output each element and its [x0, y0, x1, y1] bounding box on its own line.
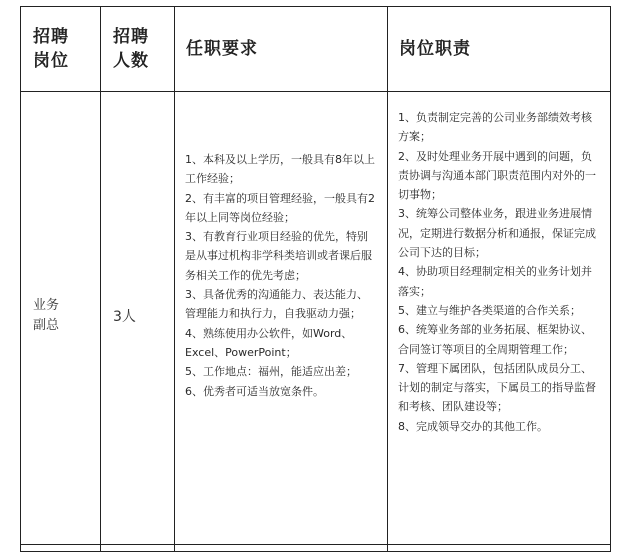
next-row-cell — [388, 545, 611, 552]
recruitment-table — [20, 6, 611, 552]
header-requirements — [175, 7, 388, 92]
header-count-line-2: 人数 — [113, 51, 149, 71]
next-row-cell — [21, 545, 101, 552]
duty-item: 3、统筹公司整体业务，跟进业务进展情况，定期进行数据分析和通报，保证完成公司下达的目标； — [398, 207, 596, 260]
headcount-value: 3人 — [113, 309, 136, 325]
table-row-next — [21, 545, 611, 552]
duty-item: 2、及时处理业务开展中遇到的问题，负责协调与沟通本部门职责范围内对外的一切事物； — [398, 149, 596, 202]
duty-item: 5、建立与维护各类渠道的合作关系； — [398, 303, 581, 317]
position-cell — [21, 92, 101, 545]
duty-item: 8、完成领导交办的其他工作。 — [398, 419, 548, 433]
duty-item: 6、统筹业务部的业务拓展、框架协议、合同签订等项目的全周期管理工作； — [398, 323, 592, 356]
next-row-cell — [175, 545, 388, 552]
requirement-item: 4、熟练使用办公软件，如Word、Excel、PowerPoint； — [185, 326, 353, 359]
requirement-item: 2、有丰富的项目管理经验，一般具有2年以上同等岗位经验； — [185, 191, 375, 224]
duties-list — [388, 92, 610, 436]
count-cell — [101, 92, 175, 545]
table-row — [21, 92, 611, 545]
requirement-item: 3、具备优秀的沟通能力、表达能力、管理能力和执行力，自我驱动力强； — [185, 288, 368, 321]
header-requirements-label: 任职要求 — [186, 39, 258, 59]
duty-item: 1、负责制定完善的公司业务部绩效考核方案； — [398, 111, 592, 144]
position-line-2: 副总 — [33, 318, 60, 333]
header-count-line-1: 招聘 — [113, 27, 149, 47]
requirement-item: 6、优秀者可适当放宽条件。 — [185, 384, 324, 398]
requirements-list — [175, 92, 387, 401]
requirement-item: 3、有教育行业项目经验的优先，特别是从事过机构非学科类培训或者课后服务相关工作的优先考虑； — [185, 230, 372, 282]
header-position — [21, 7, 101, 92]
header-duties-label: 岗位职责 — [399, 39, 471, 59]
requirement-item: 5、工作地点：福州，能适应出差； — [185, 365, 357, 379]
next-row-cell — [101, 545, 175, 552]
header-row — [21, 7, 611, 92]
duty-item: 7、管理下属团队，包括团队成员分工、计划的制定与落实，下属员工的指导监督和考核、团队建设等； — [398, 361, 596, 414]
position-line-1: 业务 — [33, 298, 60, 313]
duties-cell — [388, 92, 611, 545]
requirements-cell — [175, 92, 388, 545]
header-duties — [388, 7, 611, 92]
requirement-item: 1、本科及以上学历，一般具有8年以上工作经验； — [185, 153, 375, 186]
header-position-line-1: 招聘 — [33, 27, 69, 47]
header-position-line-2: 岗位 — [33, 51, 69, 71]
header-count — [101, 7, 175, 92]
duty-item: 4、协助项目经理制定相关的业务计划并落实； — [398, 265, 592, 298]
